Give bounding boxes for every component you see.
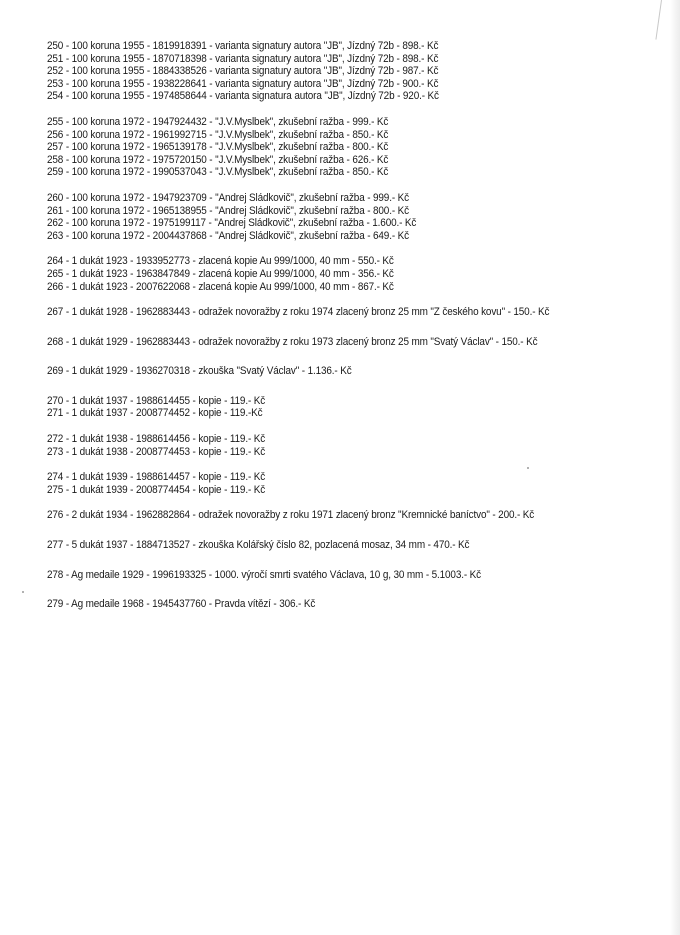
list-item: 254 - 100 koruna 1955 - 1974858644 - varianta signatura autora "JB", Jízdný 72b - 920.- Kč bbox=[47, 90, 439, 103]
list-item: 278 - Ag medaile 1929 - 1996193325 - 1000. výročí smrti svatého Václava, 10 g, 30 mm - 5.1003.- Kč bbox=[47, 568, 482, 581]
list-item: 274 - 1 dukát 1939 - 1988614457 - kopie - 119.- Kč bbox=[47, 471, 266, 484]
list-item: 252 - 100 koruna 1955 - 1884338526 - varianta signatury autora "JB", Jízdný 72b - 987.- Kč bbox=[47, 65, 439, 78]
list-item: 269 - 1 dukát 1929 - 1936270318 - zkouška "Svatý Václav" - 1.136.- Kč bbox=[47, 365, 352, 378]
list-item: 265 - 1 dukát 1923 - 1963847849 - zlacená kopie Au 999/1000, 40 mm - 356.- Kč bbox=[47, 267, 394, 280]
entry-group bbox=[47, 40, 647, 103]
list-item: 271 - 1 dukát 1937 - 2008774452 - kopie - 119.-Kč bbox=[47, 407, 263, 420]
list-item: 258 - 100 koruna 1972 - 1975720150 - "J.V.Myslbek", zkušební ražba - 626.- Kč bbox=[47, 153, 389, 166]
entry-group bbox=[47, 395, 647, 420]
list-item: 261 - 100 koruna 1972 - 1965138955 - "Andrej Sládkovič", zkušební ražba - 800.- Kč bbox=[47, 204, 409, 217]
list-item: 270 - 1 dukát 1937 - 1988614455 - kopie - 119.- Kč bbox=[47, 394, 266, 407]
list-item: 251 - 100 koruna 1955 - 1870718398 - varianta signatury autora "JB", Jízdný 72b - 898.- Kč bbox=[47, 52, 439, 65]
list-item: 276 - 2 dukát 1934 - 1962882864 - odražek novoražby z roku 1971 zlacený bronz "Kremnické baníctvo" - 200.- Kč bbox=[47, 509, 535, 522]
page-edge-shadow bbox=[670, 0, 680, 935]
list-item: 253 - 100 koruna 1955 - 1938228641 - varianta signatury autora "JB", Jízdný 72b - 900.- Kč bbox=[47, 77, 439, 90]
entry-group bbox=[47, 598, 647, 611]
entry-group bbox=[47, 433, 647, 458]
list-item: 268 - 1 dukát 1929 - 1962883443 - odražek novoražby z roku 1973 zlacený bronz 25 mm "Svatý Václav" - 150.- Kč bbox=[47, 335, 538, 348]
list-item: 260 - 100 koruna 1972 - 1947923709 - "Andrej Sládkovič", zkušební ražba - 999.- Kč bbox=[47, 191, 409, 204]
list-item: 263 - 100 koruna 1972 - 2004437868 - "Andrej Sládkovič", zkušební ražba - 649.- Kč bbox=[47, 229, 409, 242]
entry-group bbox=[47, 569, 647, 582]
entry-group bbox=[47, 471, 647, 496]
list-item: 279 - Ag medaile 1968 - 1945437760 - Pravda vítězí - 306.- Kč bbox=[47, 598, 316, 611]
entry-group bbox=[47, 539, 647, 552]
list-item: 250 - 100 koruna 1955 - 1819918391 - varianta signatury autora "JB", Jízdný 72b - 898.- Kč bbox=[47, 40, 439, 52]
entry-group bbox=[47, 116, 647, 179]
page-edge-crease bbox=[655, 0, 662, 40]
list-item: 275 - 1 dukát 1939 - 2008774454 - kopie - 119.- Kč bbox=[47, 483, 266, 496]
list-item: 273 - 1 dukát 1938 - 2008774453 - kopie - 119.- Kč bbox=[47, 445, 266, 458]
entry-group bbox=[47, 306, 647, 319]
list-item: 277 - 5 dukát 1937 - 1884713527 - zkouška Kolářský číslo 82, pozlacená mosaz, 34 mm - 470.- Kč bbox=[47, 539, 470, 552]
list-item: 257 - 100 koruna 1972 - 1965139178 - "J.V.Myslbek", zkušební ražba - 800.- Kč bbox=[47, 141, 389, 154]
list-item: 255 - 100 koruna 1972 - 1947924432 - "J.V.Myslbek", zkušební ražba - 999.- Kč bbox=[47, 115, 389, 128]
entry-group bbox=[47, 336, 647, 349]
list-item: 259 - 100 koruna 1972 - 1990537043 - "J.V.Myslbek", zkušební ražba - 850.- Kč bbox=[47, 166, 389, 179]
price-list bbox=[47, 40, 647, 624]
entry-group bbox=[47, 255, 647, 293]
scan-speck bbox=[22, 591, 24, 593]
list-item: 256 - 100 koruna 1972 - 1961992715 - "J.V.Myslbek", zkušební ražba - 850.- Kč bbox=[47, 128, 389, 141]
list-item: 272 - 1 dukát 1938 - 1988614456 - kopie - 119.- Kč bbox=[47, 433, 266, 446]
entry-group bbox=[47, 509, 647, 522]
list-item: 267 - 1 dukát 1928 - 1962883443 - odražek novoražby z roku 1974 zlacený bronz 25 mm "Z českého kovu" - 150.- Kč bbox=[47, 306, 550, 319]
list-item: 266 - 1 dukát 1923 - 2007622068 - zlacená kopie Au 999/1000, 40 mm - 867.- Kč bbox=[47, 280, 394, 293]
list-item: 264 - 1 dukát 1923 - 1933952773 - zlacená kopie Au 999/1000, 40 mm - 550.- Kč bbox=[47, 255, 394, 268]
entry-group bbox=[47, 365, 647, 378]
list-item: 262 - 100 koruna 1972 - 1975199117 - "Andrej Sládkovič", zkušební ražba - 1.600.- Kč bbox=[47, 217, 417, 230]
entry-group bbox=[47, 192, 647, 242]
